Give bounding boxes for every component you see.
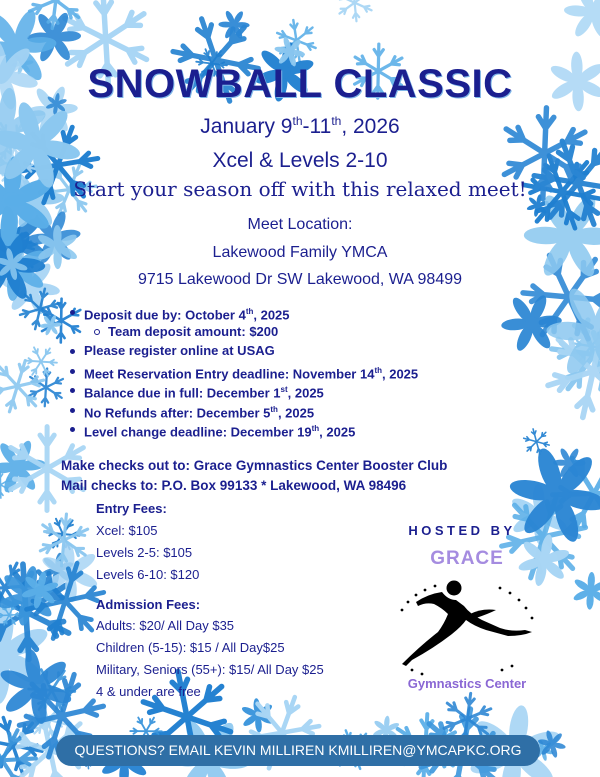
deadline-list xyxy=(66,302,536,439)
deadline-item: Deposit due by: October 4th, 2025 xyxy=(66,302,536,322)
deadline-item: Please register online at USAG xyxy=(66,341,536,361)
entry-fee-item: Levels 6-10: $120 xyxy=(96,567,200,582)
deadline-subitem: Team deposit amount: $200 xyxy=(66,322,536,342)
hosted-by-label: HOSTED BY xyxy=(408,523,516,538)
admission-fee-item: Children (5-15): $15 / All Day$25 xyxy=(96,640,285,655)
tagline: Start your season off with this relaxed meet! xyxy=(73,177,527,201)
admission-fee-item: Adults: $20/ All Day $35 xyxy=(96,618,235,633)
contact-footer: QUESTIONS? EMAIL KEVIN MILLIREN KMILLIREN@YMCAPKC.ORG xyxy=(56,735,540,766)
admission-fees-heading: Admission Fees: xyxy=(96,597,201,612)
checks-mail: Mail checks to: P.O. Box 99133 * Lakewood, WA 98496 xyxy=(61,478,407,493)
deadline-item: Level change deadline: December 19th, 2025 xyxy=(66,419,536,439)
location-address: 9715 Lakewood Dr SW Lakewood, WA 98499 xyxy=(137,271,463,288)
location-label: Meet Location: xyxy=(247,216,353,233)
entry-fee-item: Xcel: $105 xyxy=(96,523,158,538)
page-title: SNOWBALL CLASSIC xyxy=(87,62,513,106)
admission-fee-item: 4 & under are free xyxy=(96,684,201,699)
deadline-item: No Refunds after: December 5th, 2025 xyxy=(66,400,536,420)
location-name: Lakewood Family YMCA xyxy=(212,244,388,261)
deadline-item: Meet Reservation Entry deadline: November 14th, 2025 xyxy=(66,361,536,381)
entry-fee-item: Levels 2-5: $105 xyxy=(96,545,193,560)
meet-levels: Xcel & Levels 2-10 xyxy=(212,149,388,172)
deadline-item: Balance due in full: December 1st, 2025 xyxy=(66,380,536,400)
logo-gymnastics-center-text: Gymnastics Center xyxy=(407,676,527,691)
logo-grace-text: GRACE xyxy=(430,548,504,569)
meet-dates: January 9th-11th, 2026 xyxy=(200,114,400,138)
checks-payable: Make checks out to: Grace Gymnastics Center Booster Club xyxy=(61,458,448,473)
admission-fee-item: Military, Seniors (55+): $15/ All Day $25 xyxy=(96,662,324,677)
entry-fees-heading: Entry Fees: xyxy=(96,501,167,516)
